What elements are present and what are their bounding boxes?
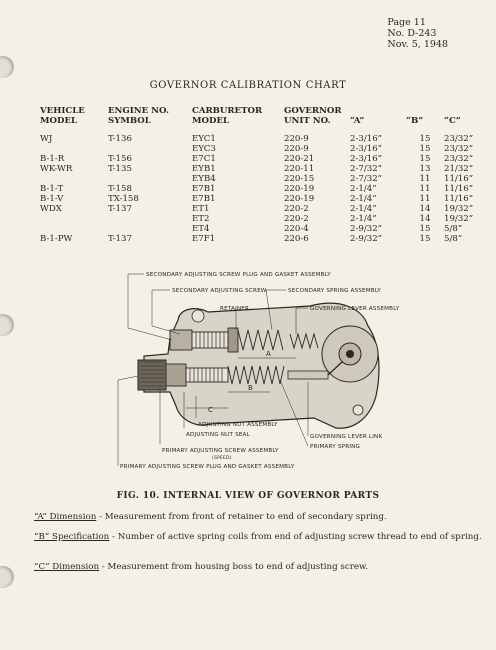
table-header-row-1 bbox=[40, 106, 484, 116]
definition-c bbox=[34, 562, 368, 573]
page-header bbox=[387, 17, 448, 50]
cell-dim-c: 23/32” bbox=[444, 134, 474, 144]
dimension-a-label: A bbox=[266, 350, 271, 358]
label-lever-assembly: GOVERNING LEVER ASSEMBLY bbox=[310, 306, 400, 312]
cell-carburetor: E7B1 bbox=[192, 184, 216, 194]
cell-carburetor: E7B1 bbox=[192, 194, 216, 204]
header-model: MODEL bbox=[40, 116, 78, 126]
dimension-c-label: C bbox=[208, 406, 214, 414]
cell-carburetor: EYB4 bbox=[192, 174, 216, 184]
definition-a bbox=[34, 512, 387, 523]
cell-carburetor: EYC1 bbox=[192, 134, 216, 144]
table-row bbox=[40, 154, 484, 164]
cell-engine bbox=[108, 174, 192, 184]
cell-dim-a: 2-9/32” bbox=[350, 224, 383, 234]
cell-dim-a: 2-1/4” bbox=[350, 214, 377, 224]
cell-carburetor: E7F1 bbox=[192, 234, 216, 244]
cell-governor: 220-11 bbox=[284, 164, 315, 174]
cell-engine bbox=[108, 224, 192, 234]
table-row bbox=[40, 164, 484, 174]
header-unit-no: UNIT NO. bbox=[284, 116, 331, 126]
cell-vehicle bbox=[40, 224, 108, 234]
table-body bbox=[40, 134, 484, 244]
cell-carburetor: EYB1 bbox=[192, 164, 216, 174]
cell-engine bbox=[108, 144, 192, 154]
table-row bbox=[40, 144, 484, 154]
table-row bbox=[40, 224, 484, 234]
label-nut-seal: ADJUSTING NUT SEAL bbox=[186, 432, 250, 438]
cell-governor: 220-9 bbox=[284, 134, 309, 144]
table-row bbox=[40, 194, 484, 204]
header-vehicle: VEHICLE bbox=[40, 106, 85, 116]
cell-spec-b: 15 bbox=[419, 234, 431, 244]
header-dim-c: “C” bbox=[444, 116, 461, 126]
governor-diagram bbox=[100, 268, 430, 478]
cell-spec-b: 11 bbox=[419, 174, 431, 184]
cell-dim-a: 2-7/32” bbox=[350, 164, 383, 174]
cell-carburetor: EYC3 bbox=[192, 144, 216, 154]
dimension-b-label: B bbox=[248, 384, 254, 392]
cell-dim-c: 11/16” bbox=[444, 184, 474, 194]
label-primary-screw: PRIMARY ADJUSTING SCREW ASSEMBLY bbox=[162, 448, 279, 454]
cell-governor: 220-4 bbox=[284, 224, 309, 234]
definition-term: “C” Dimension bbox=[34, 562, 100, 572]
table-row bbox=[40, 184, 484, 194]
cell-engine: T-135 bbox=[108, 164, 132, 174]
label-primary-plug: PRIMARY ADJUSTING SCREW PLUG AND GASKET ASSEMBLY bbox=[120, 464, 295, 470]
cell-spec-b: 13 bbox=[419, 164, 431, 174]
cell-spec-b: 15 bbox=[419, 224, 431, 234]
cell-dim-a: 2-1/4” bbox=[350, 194, 377, 204]
cell-dim-c: 19/32” bbox=[444, 214, 474, 224]
cell-spec-b: 11 bbox=[419, 194, 431, 204]
header-carb-model: MODEL bbox=[192, 116, 230, 126]
cell-spec-b: 14 bbox=[419, 214, 431, 224]
table-row bbox=[40, 134, 484, 144]
cell-spec-b: 15 bbox=[419, 144, 431, 154]
cell-vehicle: WDX bbox=[40, 204, 62, 214]
punch-hole-top bbox=[0, 56, 14, 78]
cell-governor: 220-2 bbox=[284, 214, 309, 224]
table-row bbox=[40, 174, 484, 184]
document-number: No. D-243 bbox=[387, 28, 437, 39]
cell-vehicle bbox=[40, 214, 108, 224]
label-speed: (SPEED) bbox=[212, 456, 232, 461]
punch-hole-middle bbox=[0, 314, 14, 336]
cell-engine: T-156 bbox=[108, 154, 132, 164]
cell-vehicle bbox=[40, 144, 108, 154]
label-secondary-plug: SECONDARY ADJUSTING SCREW PLUG AND GASKET ASSEMBLY bbox=[146, 272, 331, 278]
cell-carburetor: ET2 bbox=[192, 214, 210, 224]
header-spec-b: “B” bbox=[406, 116, 424, 126]
cell-spec-b: 15 bbox=[419, 134, 431, 144]
cell-dim-c: 11/16” bbox=[444, 194, 474, 204]
cell-spec-b: 11 bbox=[419, 184, 431, 194]
definition-term: “A” Dimension bbox=[34, 512, 97, 522]
definition-text: - Measurement from housing boss to end of adjusting screw. bbox=[99, 562, 369, 572]
cell-spec-b: 15 bbox=[419, 154, 431, 164]
cell-carburetor: ET4 bbox=[192, 224, 210, 234]
cell-governor: 220-6 bbox=[284, 234, 309, 244]
cell-dim-a: 2-3/16” bbox=[350, 154, 383, 164]
label-lever-link: GOVERNING LEVER LINK bbox=[310, 434, 383, 440]
cell-dim-c: 11/16” bbox=[444, 174, 474, 184]
cell-vehicle: WK-WR bbox=[40, 164, 73, 174]
label-retainer: RETAINER bbox=[220, 306, 250, 312]
figure-caption: FIG. 10. INTERNAL VIEW OF GOVERNOR PARTS bbox=[116, 491, 380, 501]
cell-engine: T-137 bbox=[108, 204, 132, 214]
cell-vehicle: B-1-T bbox=[40, 184, 64, 194]
cell-governor: 220-9 bbox=[284, 144, 309, 154]
table-header-row-2 bbox=[40, 116, 484, 126]
header-governor: GOVERNOR bbox=[284, 106, 342, 116]
cell-dim-a: 2-1/4” bbox=[350, 184, 377, 194]
calibration-table bbox=[40, 106, 484, 244]
cell-engine: T-158 bbox=[108, 184, 132, 194]
cell-engine: T-136 bbox=[108, 134, 132, 144]
label-secondary-spring: SECONDARY SPRING ASSEMBLY bbox=[288, 288, 382, 294]
label-secondary-screw: SECONDARY ADJUSTING SCREW bbox=[172, 288, 267, 294]
cell-governor: 220-2 bbox=[284, 204, 309, 214]
cell-dim-a: 2-3/16” bbox=[350, 134, 383, 144]
cell-dim-a: 2-9/32” bbox=[350, 234, 383, 244]
cell-dim-c: 5/8” bbox=[444, 234, 463, 244]
header-carburetor: CARBURETOR bbox=[192, 106, 263, 116]
cell-dim-a: 2-7/32” bbox=[350, 174, 383, 184]
cell-vehicle: B-1-R bbox=[40, 154, 65, 164]
definition-term: “B” Specification bbox=[34, 532, 110, 542]
definition-text: - Measurement from front of retainer to end of secondary spring. bbox=[96, 512, 387, 522]
cell-governor: 220-21 bbox=[284, 154, 315, 164]
page-number: Page 11 bbox=[387, 17, 426, 28]
punch-hole-bottom bbox=[0, 566, 14, 588]
cell-vehicle: B-1-V bbox=[40, 194, 64, 204]
cell-governor: 220-19 bbox=[284, 184, 315, 194]
table-row bbox=[40, 204, 484, 214]
definition-b bbox=[34, 532, 484, 543]
cell-dim-c: 5/8” bbox=[444, 224, 463, 234]
label-nut-assembly: ADJUSTING NUT ASSEMBLY bbox=[198, 422, 278, 428]
cell-carburetor: ET1 bbox=[192, 204, 210, 214]
header-dim-a: “A” bbox=[350, 116, 365, 126]
label-primary-spring: PRIMARY SPRING bbox=[310, 444, 361, 450]
cell-engine: T-137 bbox=[108, 234, 132, 244]
cell-dim-c: 21/32” bbox=[444, 164, 474, 174]
cell-carburetor: E7C1 bbox=[192, 154, 216, 164]
cell-vehicle: WJ bbox=[40, 134, 53, 144]
chart-title: GOVERNOR CALIBRATION CHART bbox=[149, 80, 347, 91]
cell-engine bbox=[108, 214, 192, 224]
cell-engine: TX-158 bbox=[108, 194, 139, 204]
cell-dim-a: 2-1/4” bbox=[350, 204, 377, 214]
cell-vehicle bbox=[40, 174, 108, 184]
cell-dim-c: 19/32” bbox=[444, 204, 474, 214]
header-engine: ENGINE NO. bbox=[108, 106, 169, 116]
cell-governor: 220-15 bbox=[284, 174, 315, 184]
table-row bbox=[40, 234, 484, 244]
cell-spec-b: 14 bbox=[419, 204, 431, 214]
header-symbol: SYMBOL bbox=[108, 116, 151, 126]
cell-governor: 220-19 bbox=[284, 194, 315, 204]
definition-text: - Number of active spring coils from end of adjusting screw thread to end of spring. bbox=[109, 532, 482, 542]
cell-vehicle: B-1-PW bbox=[40, 234, 73, 244]
document-date: Nov. 5, 1948 bbox=[387, 39, 448, 50]
table-row bbox=[40, 214, 484, 224]
cell-dim-c: 23/32” bbox=[444, 154, 474, 164]
cell-dim-c: 23/32” bbox=[444, 144, 474, 154]
cell-dim-a: 2-3/16” bbox=[350, 144, 383, 154]
